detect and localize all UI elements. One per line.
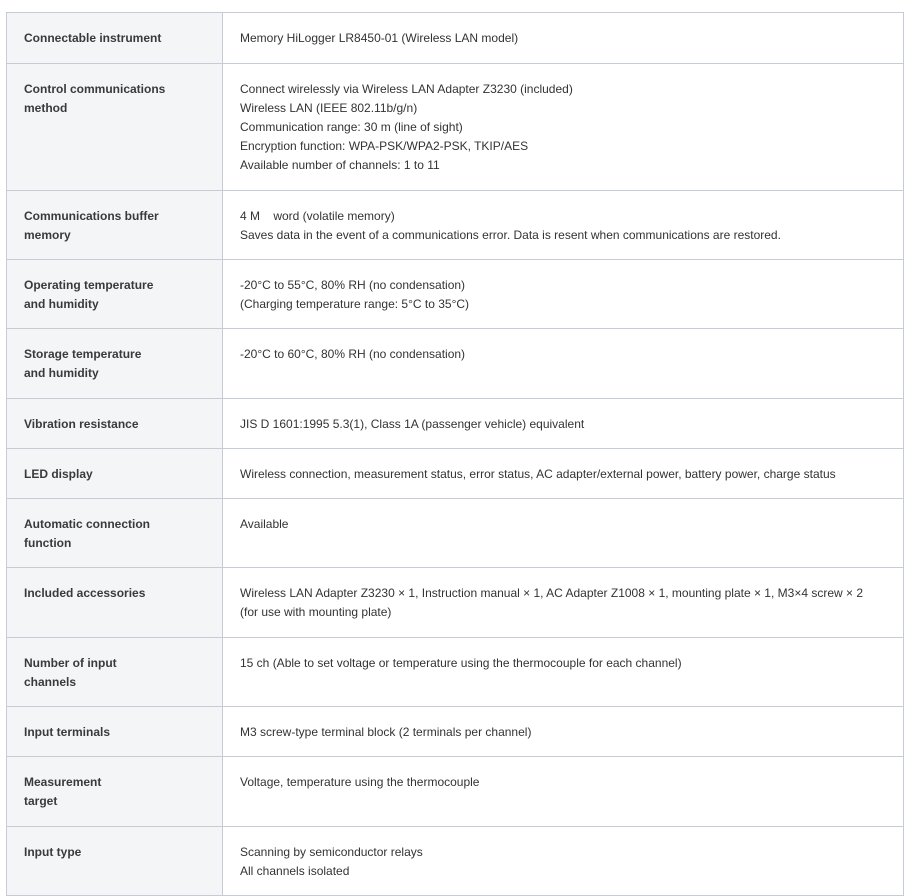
row-label (7, 329, 223, 399)
row-value-line: Wireless connection, measurement status, error status, AC adapter/external power, battery power, charge status (240, 467, 836, 481)
spec-table (6, 12, 904, 896)
row-value-line: Memory HiLogger LR8450-01 (Wireless LAN model) (240, 31, 519, 45)
row-value-line: Available (240, 517, 289, 531)
table-row (7, 499, 904, 568)
row-label-line: Communications buffer (24, 209, 159, 223)
row-value (223, 568, 904, 638)
table-row (7, 827, 904, 896)
row-value-line: Saves data in the event of a communications error. Data is resent when communications are restored. (240, 228, 781, 242)
table-row (7, 568, 904, 638)
row-value-line: Connect wirelessly via Wireless LAN Adapter Z3230 (included) (240, 82, 573, 96)
row-value-line: Encryption function: WPA-PSK/WPA2-PSK, TKIP/AES (240, 139, 529, 153)
row-label (7, 568, 223, 638)
table-row (7, 757, 904, 827)
table-row (7, 64, 904, 191)
row-label (7, 191, 223, 260)
table-row (7, 399, 904, 449)
row-label (7, 757, 223, 827)
table-row (7, 329, 904, 399)
row-label-line: Control communications (24, 82, 166, 96)
row-label-line: method (24, 101, 68, 115)
row-value-line: Available number of channels: 1 to 11 (240, 158, 440, 172)
table-row (7, 260, 904, 329)
row-label-line: Connectable instrument (24, 31, 162, 45)
row-label-line: Measurement (24, 775, 102, 789)
row-value-line: Wireless LAN (IEEE 802.11b/g/n) (240, 101, 418, 115)
row-value-line: Voltage, temperature using the thermocouple (240, 775, 480, 789)
table-row (7, 707, 904, 757)
row-label (7, 638, 223, 707)
row-value (223, 757, 904, 827)
row-value-line: M3 screw-type terminal block (2 terminals per channel) (240, 725, 532, 739)
spec-table-body (7, 13, 904, 896)
table-row (7, 638, 904, 707)
row-label-line: Automatic connection (24, 517, 151, 531)
row-value-line: 4 M word (volatile memory) (240, 209, 395, 223)
row-label (7, 827, 223, 896)
row-value (223, 449, 904, 499)
row-label-line: function (24, 536, 72, 550)
row-value-line: Communication range: 30 m (line of sight) (240, 120, 463, 134)
row-value (223, 13, 904, 64)
row-label-line: channels (24, 675, 77, 689)
row-value (223, 499, 904, 568)
row-value (223, 827, 904, 896)
row-value (223, 260, 904, 329)
row-label-line: Vibration resistance (24, 417, 139, 431)
row-label (7, 64, 223, 191)
table-row (7, 191, 904, 260)
row-value-line: 15 ch (Able to set voltage or temperature using the thermocouple for each channel) (240, 656, 682, 670)
row-value (223, 329, 904, 399)
row-label (7, 707, 223, 757)
row-label-line: LED display (24, 467, 93, 481)
row-label-line: and humidity (24, 366, 99, 380)
row-label-line: Input terminals (24, 725, 111, 739)
row-value-line: (Charging temperature range: 5°C to 35°C) (240, 297, 470, 311)
row-label-line: and humidity (24, 297, 99, 311)
row-label-line: target (24, 794, 58, 808)
row-label-line: memory (24, 228, 71, 242)
row-value-line: Wireless LAN Adapter Z3230 × 1, Instruction manual × 1, AC Adapter Z1008 × 1, mounting plate × 1, M3×4 screw × 2 (240, 586, 864, 600)
row-label-line: Included accessories (24, 586, 146, 600)
row-label-line: Number of input (24, 656, 117, 670)
row-label (7, 499, 223, 568)
row-label-line: Storage temperature (24, 347, 142, 361)
row-value (223, 638, 904, 707)
table-row (7, 449, 904, 499)
row-value (223, 64, 904, 191)
row-label-line: Input type (24, 845, 82, 859)
row-value-line: JIS D 1601:1995 5.3(1), Class 1A (passenger vehicle) equivalent (240, 417, 585, 431)
row-value-line: -20°C to 60°C, 80% RH (no condensation) (240, 347, 466, 361)
row-value (223, 191, 904, 260)
row-value (223, 399, 904, 449)
row-value (223, 707, 904, 757)
row-label (7, 260, 223, 329)
row-label-line: Operating temperature (24, 278, 154, 292)
row-value-line: (for use with mounting plate) (240, 605, 392, 619)
row-label (7, 13, 223, 64)
row-label (7, 399, 223, 449)
table-row (7, 13, 904, 64)
row-value-line: Scanning by semiconductor relays (240, 845, 423, 859)
row-label (7, 449, 223, 499)
row-value-line: -20°C to 55°C, 80% RH (no condensation) (240, 278, 466, 292)
row-value-line: All channels isolated (240, 864, 350, 878)
